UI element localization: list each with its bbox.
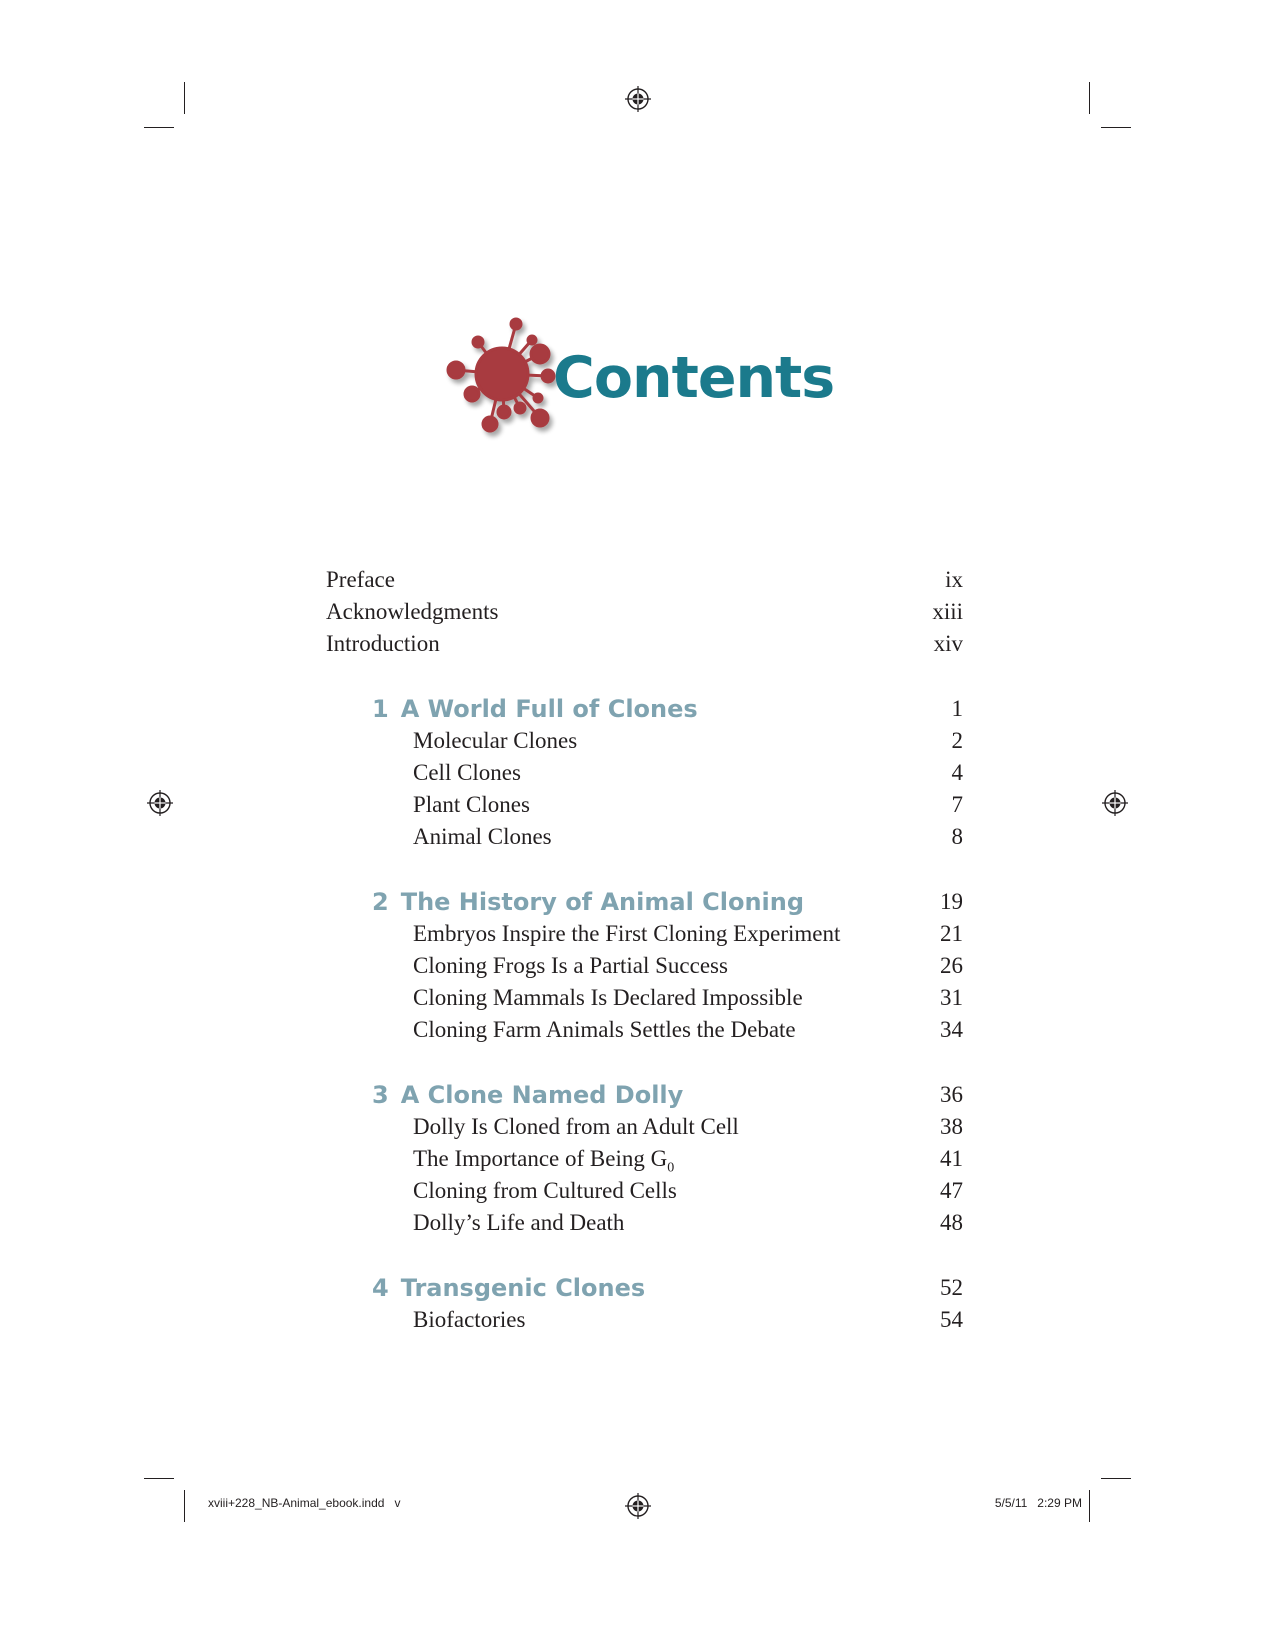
toc-section-item (0, 982, 1275, 1014)
toc-page-number: 41 (940, 1146, 963, 1171)
chapter-number: 4 (372, 1273, 389, 1302)
toc-entry-label: Introduction (326, 631, 440, 657)
crop-mark (1089, 82, 1090, 114)
crop-mark (184, 1490, 185, 1522)
chapter-title-text: A Clone Named Dolly (400, 1080, 684, 1109)
toc-entry-label: Dolly Is Cloned from an Adult Cell (413, 1113, 739, 1139)
toc-page-number: 38 (940, 1113, 963, 1139)
chapter-number: 3 (372, 1080, 389, 1109)
toc-entry-subscript: 0 (667, 1160, 675, 1176)
chapter-title (372, 693, 698, 725)
toc-section-item (0, 1304, 1275, 1336)
slug-file: xviii+228_NB-Animal_ebook.indd v (208, 1496, 401, 1510)
toc-section-item (0, 918, 1275, 950)
toc-section-item (0, 1014, 1275, 1046)
slug-datetime: 5/5/11 2:29 PM (994, 1496, 1082, 1510)
page-title-block (432, 316, 835, 446)
page-title: Contents (553, 345, 835, 411)
toc-page-number: ix (945, 567, 963, 592)
chapter-title (372, 1079, 683, 1111)
toc-section-item (0, 789, 1275, 821)
toc-entry-label: Dolly’s Life and Death (413, 1210, 625, 1236)
toc-page-number: 48 (940, 1210, 963, 1236)
toc-page-number: 47 (940, 1178, 963, 1204)
toc-page-number: 34 (940, 1017, 963, 1043)
chapter-number: 1 (372, 694, 389, 723)
toc-page-number: xiii (932, 599, 963, 625)
chapter-title-text: The History of Animal Cloning (400, 887, 805, 916)
chapter-title (372, 886, 804, 918)
toc-front-matter-item (0, 564, 1275, 596)
toc-section-item (0, 821, 1275, 853)
toc-entry-label: Acknowledgments (326, 599, 499, 625)
toc-entry-label: Animal Clones (413, 824, 552, 850)
toc-entry-label: Molecular Clones (413, 727, 578, 753)
chapter-title (372, 1272, 645, 1304)
toc-page-number: 26 (940, 953, 963, 978)
toc-page-number: 36 (940, 1081, 963, 1107)
toc-chapter-heading (0, 1079, 1275, 1111)
crop-mark (184, 82, 185, 114)
toc-entry-label: Embryos Inspire the First Cloning Experiment (413, 920, 841, 946)
toc-page-number: 54 (940, 1306, 963, 1332)
toc-entry-label: Cloning Mammals Is Declared Impossible (413, 985, 803, 1011)
registration-mark-icon (624, 1492, 652, 1520)
registration-mark-icon (624, 85, 652, 113)
virus-icon (432, 316, 562, 446)
toc-section-item (0, 950, 1275, 982)
toc-section-item (0, 1111, 1275, 1143)
toc-entry-label: Cell Clones (413, 760, 521, 785)
toc-entry-label: Biofactories (413, 1306, 526, 1332)
toc-page-number: 52 (940, 1274, 963, 1300)
toc-page-number: 8 (951, 824, 963, 850)
toc-entry-label: Preface (326, 567, 395, 592)
toc-section-item (0, 1175, 1275, 1207)
toc-page-number: xiv (933, 631, 963, 657)
toc-page-number: 4 (951, 760, 963, 785)
chapter-title-text: A World Full of Clones (400, 694, 698, 723)
toc-page-number: 19 (940, 888, 963, 914)
toc-chapter-heading (0, 886, 1275, 918)
toc-front-matter-item (0, 628, 1275, 660)
toc-front-matter-item (0, 596, 1275, 628)
toc-entry-label: Plant Clones (413, 792, 530, 818)
crop-mark (1089, 1490, 1090, 1522)
toc-section-item (0, 725, 1275, 757)
toc-section-item (0, 1207, 1275, 1239)
toc-entry-label: Cloning from Cultured Cells (413, 1178, 677, 1204)
crop-mark (1101, 1478, 1131, 1479)
chapter-title-text: Transgenic Clones (400, 1273, 646, 1302)
crop-mark (1101, 127, 1131, 128)
toc-entry-label: Cloning Farm Animals Settles the Debate (413, 1017, 796, 1043)
toc-page-number: 21 (940, 920, 963, 946)
toc-chapter-heading (0, 1272, 1275, 1304)
toc-chapter-heading (0, 693, 1275, 725)
chapter-number: 2 (372, 887, 389, 916)
toc-page-number: 7 (951, 792, 963, 818)
toc-entry-label-text: The Importance of Being G (413, 1146, 668, 1171)
toc-entry-label: Cloning Frogs Is a Partial Success (413, 953, 728, 978)
toc-page-number: 1 (951, 695, 963, 721)
toc-page-number: 31 (940, 985, 963, 1011)
toc-section-item (0, 1143, 1275, 1175)
toc-section-item (0, 757, 1275, 789)
crop-mark (144, 127, 174, 128)
toc-page-number: 2 (951, 727, 963, 753)
crop-mark (144, 1478, 174, 1479)
